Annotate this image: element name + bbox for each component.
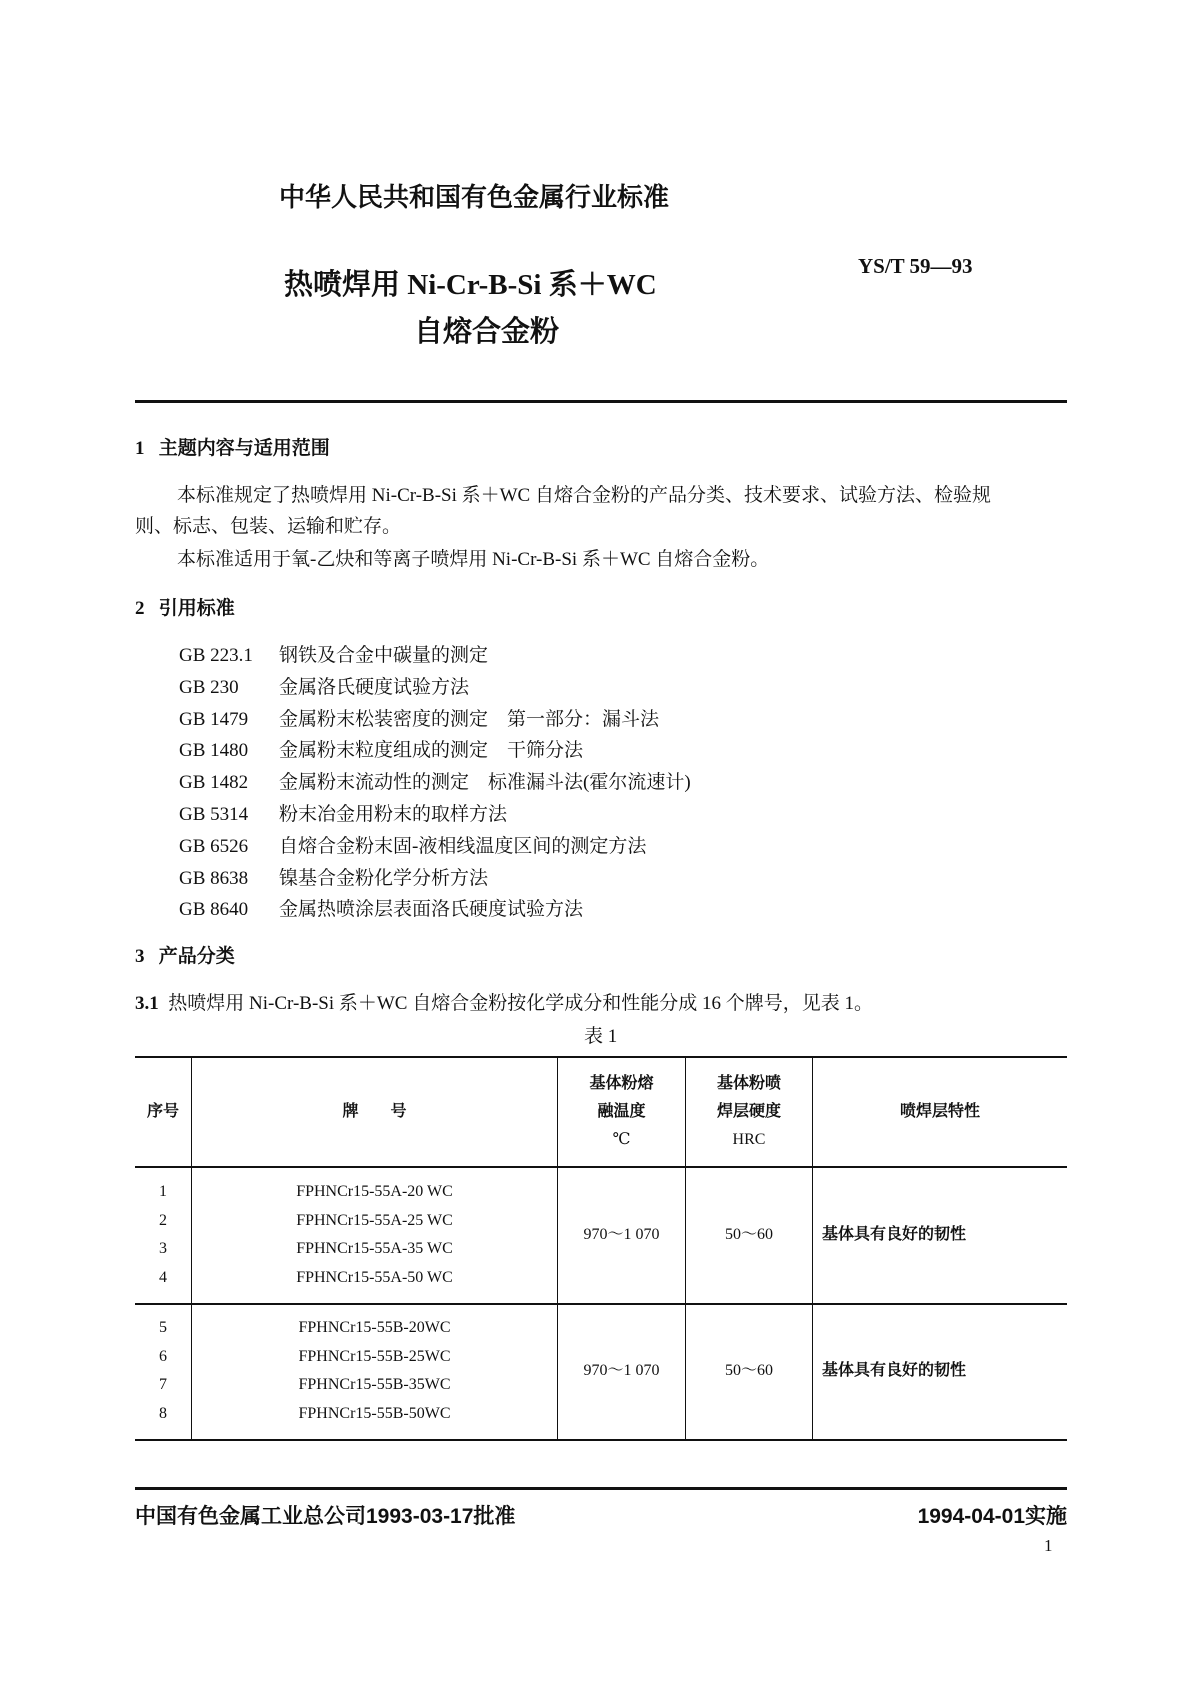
- row-grade: FPHNCr15-55B-25WC: [298, 1347, 451, 1365]
- row-grade: FPHNCr15-55A-35 WC: [296, 1240, 453, 1258]
- header-melt-2: 融温度: [597, 1103, 646, 1120]
- reference-item: [179, 678, 469, 697]
- group-hardness: 50～60: [724, 1226, 773, 1244]
- section-1-paragraph-2: 本标准适用于氧-乙炔和等离子喷焊用 Ni-Cr-B-Si 系＋WC 自熔合金粉。: [177, 549, 770, 570]
- table-header-rule: [135, 1166, 1067, 1168]
- page-number: 1: [1044, 1536, 1053, 1555]
- header-hard-2: 焊层硬度: [716, 1103, 781, 1120]
- table-top-rule: [135, 1056, 1067, 1058]
- reference-title: 金属洛氏硬度试验方法: [279, 676, 470, 698]
- reference-title: 金属粉末松装密度的测定 第一部分：漏斗法: [279, 708, 660, 730]
- issuing-body-heading: 中华人民共和国有色金属行业标准: [279, 182, 670, 212]
- footer-divider: [135, 1487, 1067, 1490]
- reference-title: 镍基合金粉化学分析方法: [279, 867, 489, 889]
- document-title-line2: 自熔合金粉: [414, 316, 560, 348]
- row-grade: FPHNCr15-55A-50 WC: [296, 1269, 453, 1287]
- reference-code: GB 6526: [179, 835, 249, 857]
- header-hard-unit: HRC: [732, 1131, 766, 1148]
- section-2-heading: 2 引用标准: [135, 598, 235, 619]
- header-grade: 牌 号: [342, 1103, 407, 1120]
- row-seq: 4: [159, 1269, 167, 1287]
- row-grade: FPHNCr15-55A-25 WC: [296, 1211, 453, 1229]
- row-grade: FPHNCr15-55B-50WC: [298, 1405, 451, 1423]
- section-1-paragraph-1-cont: 则、标志、包装、运输和贮存。: [135, 516, 402, 537]
- reference-title: 金属粉末流动性的测定 标准漏斗法(霍尔流速计): [279, 772, 691, 794]
- reference-code: GB 8640: [179, 899, 249, 921]
- section-1-paragraph-1: 本标准规定了热喷焊用 Ni-Cr-B-Si 系＋WC 自熔合金粉的产品分类、技术要求、试验方法、检验规: [177, 485, 991, 506]
- approval-line: 中国有色金属工业总公司1993-03-17批准: [135, 1505, 516, 1528]
- group-property: 基体具有良好的韧性: [822, 1226, 967, 1244]
- row-grade: FPHNCr15-55B-35WC: [298, 1376, 451, 1394]
- row-seq: 7: [159, 1376, 167, 1394]
- row-seq: 2: [159, 1211, 167, 1229]
- row-seq: 1: [159, 1183, 167, 1200]
- row-seq: 3: [159, 1240, 167, 1258]
- reference-item: [179, 900, 583, 919]
- row-grade: FPHNCr15-55B-20WC: [298, 1319, 451, 1336]
- reference-title: 金属粉末粒度组成的测定 干筛分法: [279, 740, 584, 762]
- reference-title: 粉末冶金用粉末的取样方法: [279, 804, 508, 825]
- reference-item: [179, 741, 583, 760]
- reference-code: GB 230: [179, 676, 239, 698]
- reference-title: 钢铁及合金中碳量的测定: [279, 645, 489, 666]
- reference-title: 自熔合金粉末固-液相线温度区间的测定方法: [279, 835, 647, 857]
- effective-date: 1994-04-01实施: [917, 1505, 1067, 1528]
- reference-title: 金属热喷涂层表面洛氏硬度试验方法: [279, 899, 584, 921]
- group-property: 基体具有良好的韧性: [822, 1362, 967, 1380]
- header-property: 喷焊层特性: [899, 1103, 980, 1120]
- header-hard-1: 基体粉喷: [716, 1075, 781, 1092]
- table-bottom-rule: [135, 1439, 1067, 1441]
- header-seq: 序号: [146, 1103, 179, 1120]
- reference-code: GB 1479: [179, 708, 249, 730]
- reference-item: [179, 869, 488, 888]
- section-3-heading: 3 产品分类: [135, 946, 235, 967]
- section-1-heading: 1 主题内容与适用范围: [135, 438, 330, 459]
- reference-code: GB 5314: [179, 804, 249, 825]
- reference-item: [179, 837, 646, 856]
- reference-item: [179, 805, 507, 824]
- row-seq: 6: [159, 1347, 167, 1365]
- group-hardness: 50～60: [724, 1362, 773, 1380]
- document-title-line1: 热喷焊用 Ni-Cr-B-Si 系＋WC: [284, 269, 657, 301]
- row-grade: FPHNCr15-55A-20 WC: [296, 1183, 453, 1200]
- group-melt-range: 970～1 070: [583, 1226, 660, 1244]
- group-melt-range: 970～1 070: [583, 1362, 660, 1380]
- reference-code: GB 1482: [179, 772, 249, 794]
- reference-item: [179, 710, 659, 729]
- row-seq: 8: [159, 1405, 167, 1423]
- header-melt-1: 基体粉熔: [589, 1075, 654, 1092]
- header-melt-unit: ℃: [612, 1131, 631, 1148]
- title-divider: [135, 400, 1067, 403]
- section-3-1: 3.1 热喷焊用 Ni-Cr-B-Si 系＋WC 自熔合金粉按化学成分和性能分成 16 个牌号，见表 1。: [135, 993, 873, 1014]
- standard-number: YS/T 59—93: [858, 254, 973, 278]
- table-group-rule: [135, 1303, 1067, 1305]
- reference-item: [179, 646, 488, 665]
- row-seq: 5: [159, 1319, 167, 1336]
- reference-code: GB 8638: [179, 867, 249, 889]
- reference-item: [179, 773, 691, 792]
- reference-code: GB 223.1: [179, 645, 253, 666]
- table-caption: 表 1: [584, 1026, 618, 1047]
- reference-code: GB 1480: [179, 740, 249, 762]
